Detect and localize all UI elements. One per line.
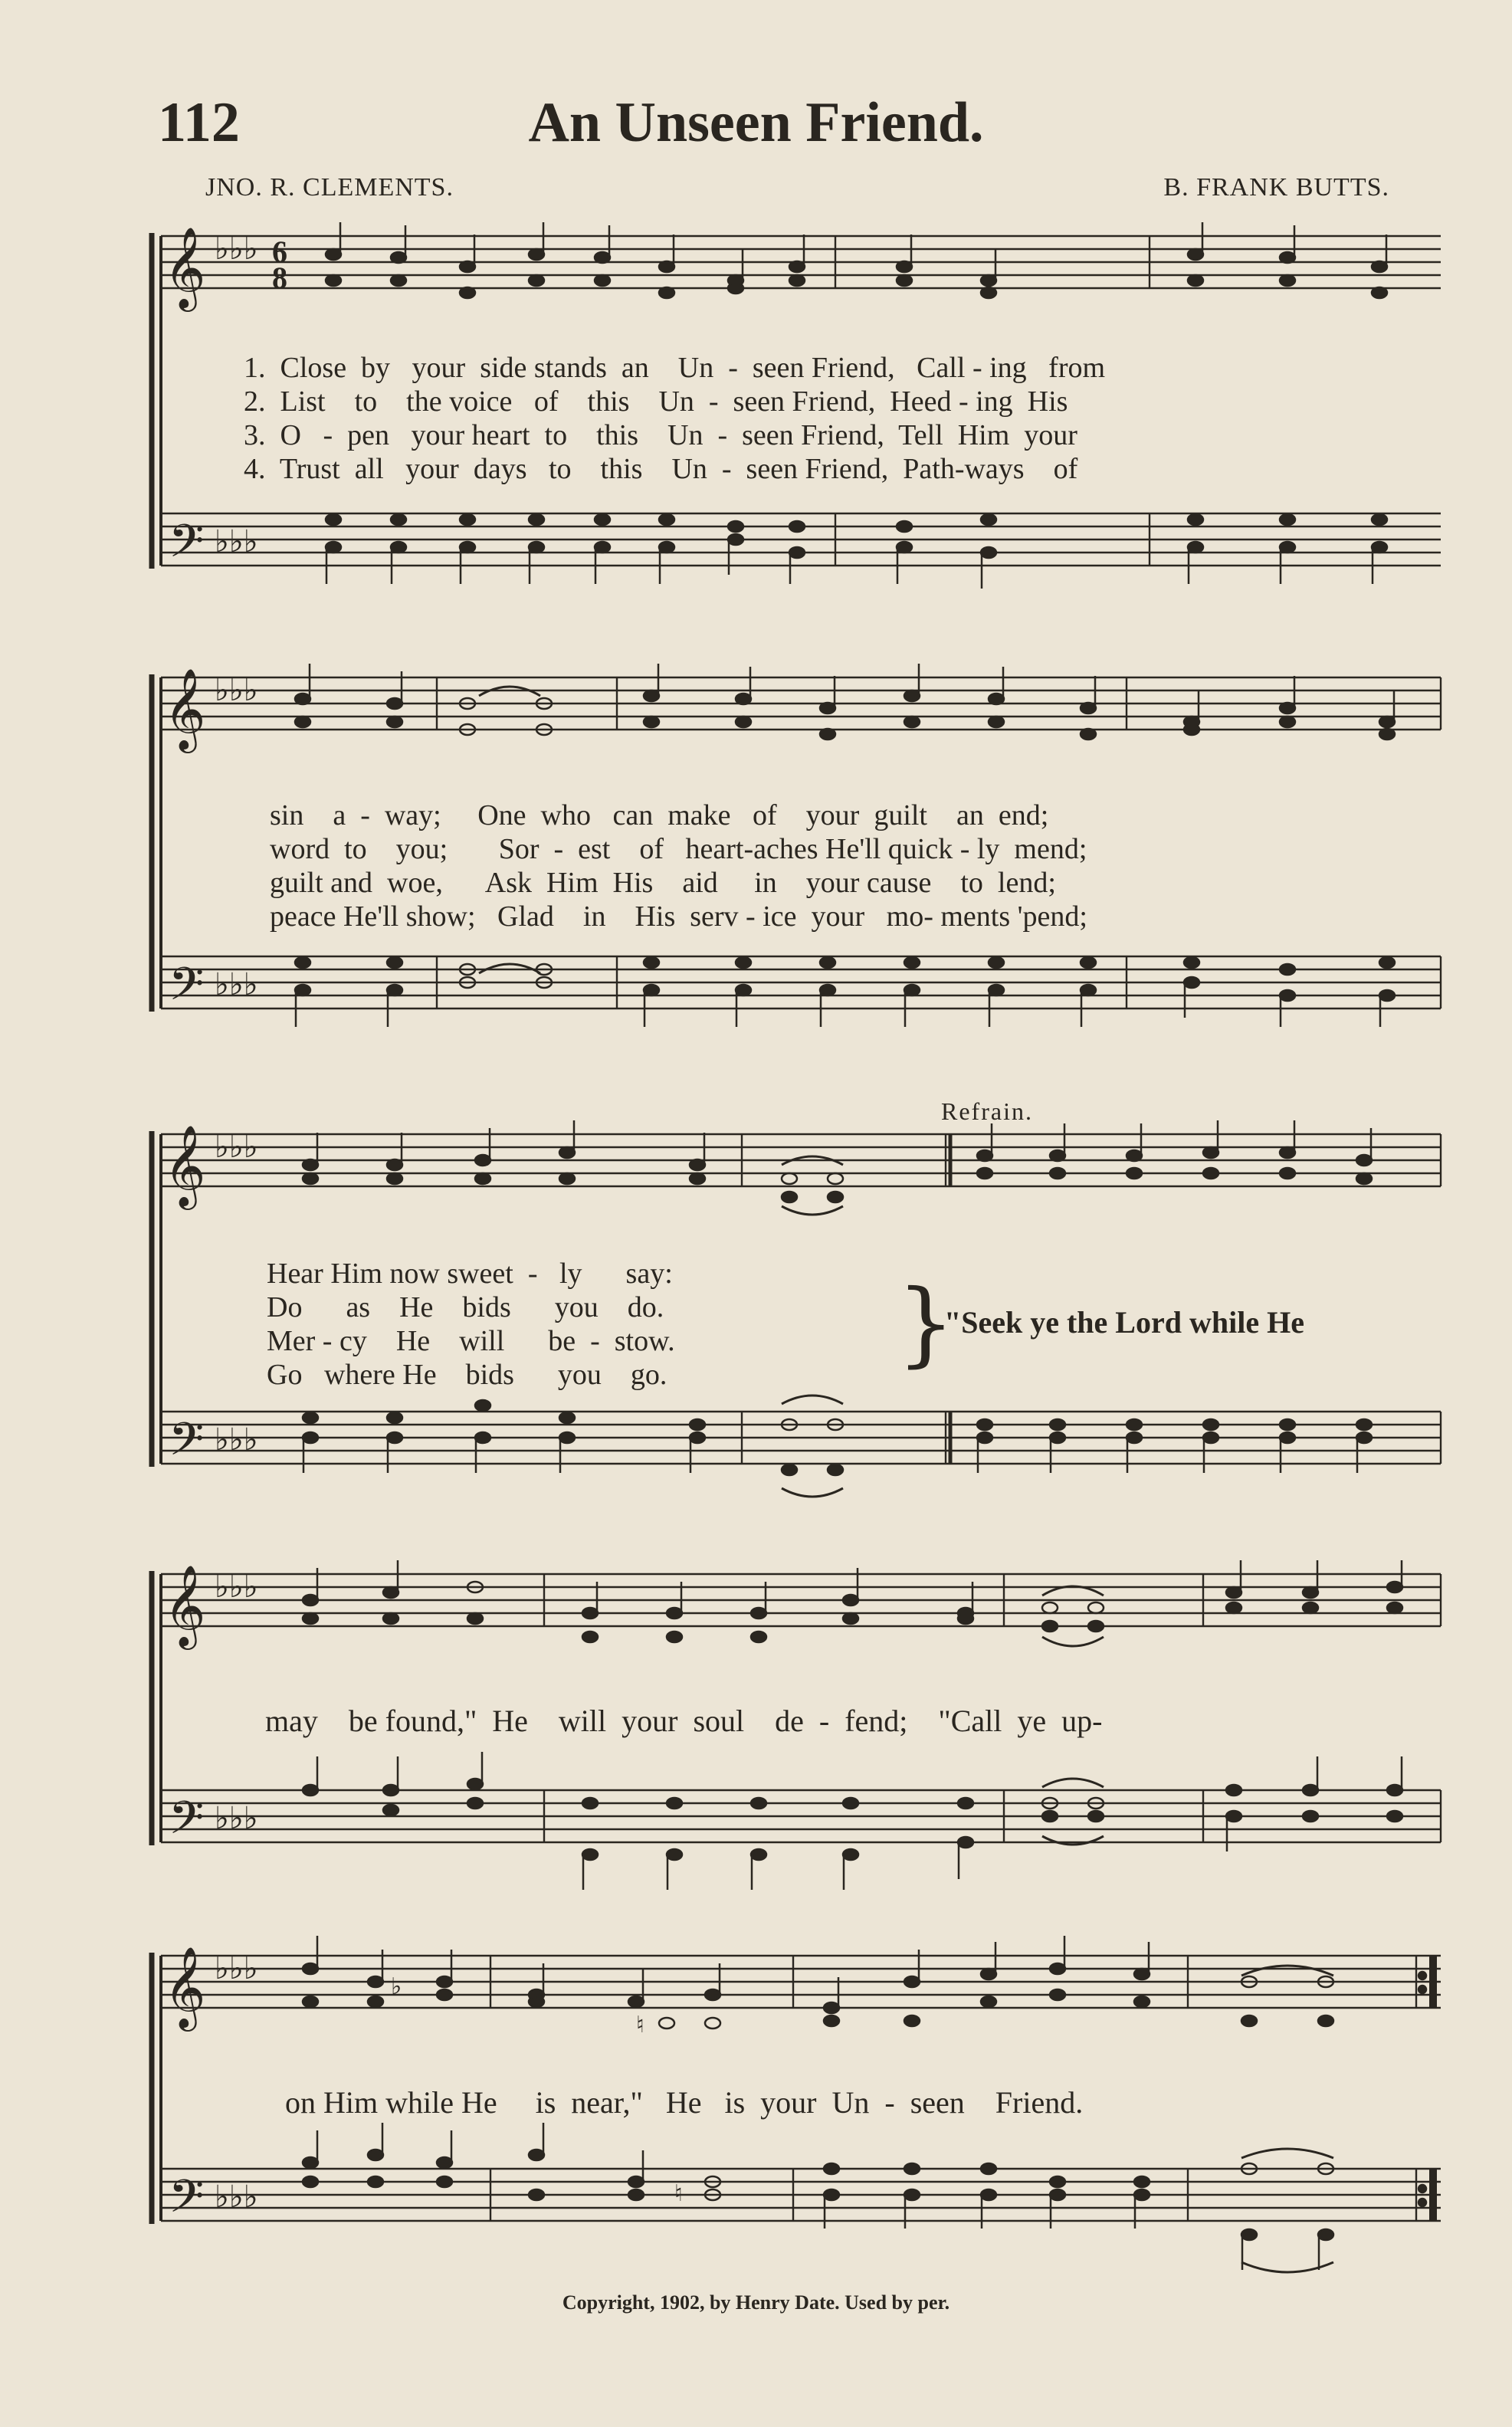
time-sig-bottom: 8: [272, 261, 287, 295]
copyright-notice: Copyright, 1902, by Henry Date. Used by per.: [562, 2291, 950, 2314]
verse-line-4b: peace He'll show; Glad in His serv - ice your mo- ments 'pend;: [270, 900, 1087, 933]
verse-line-4c: Go where He bids you go.: [267, 1359, 667, 1391]
verse-line-3b: guilt and woe, Ask Him His aid in your cause to lend;: [270, 867, 1056, 899]
svg-text:𝄢: 𝄢: [169, 957, 205, 1022]
svg-text:♭♭♭: ♭♭♭: [215, 2179, 258, 2215]
words-credit: JNO. R. CLEMENTS.: [205, 173, 454, 202]
svg-text:𝄢: 𝄢: [169, 514, 205, 579]
verse-line-2c: Do as He bids you do.: [267, 1291, 664, 1323]
refrain-line-1: "Seek ye the Lord while He: [944, 1305, 1304, 1340]
svg-text:𝄢: 𝄢: [169, 2170, 205, 2234]
hymn-number: 112: [158, 91, 240, 154]
svg-text:♭♭♭: ♭♭♭: [215, 673, 258, 708]
refrain-line-2: may be found," He will your soul de - fend; "Call ye up-: [265, 1704, 1103, 1738]
verse-line-3: 3. O - pen your heart to this Un - seen Friend, Tell Him your: [244, 419, 1077, 451]
svg-text:♭♭♭: ♭♭♭: [215, 1130, 258, 1165]
music-system-4: [138, 1560, 1456, 1959]
svg-text:♭♭♭: ♭♭♭: [215, 967, 258, 1002]
hymn-title: An Unseen Friend.: [528, 91, 984, 154]
svg-text:𝄞: 𝄞: [164, 1564, 206, 1646]
verse-line-2: 2. List to the voice of this Un - seen Friend, Heed - ing His: [244, 385, 1068, 418]
verse-line-1b: sin a - way; One who can make of your guilt an end;: [270, 799, 1049, 831]
svg-text:𝄞: 𝄞: [164, 226, 206, 308]
svg-text:𝄞: 𝄞: [164, 667, 206, 749]
svg-text:𝄢: 𝄢: [169, 1412, 205, 1477]
refrain-line-3: on Him while He is near," He is your Un - seen Friend.: [285, 2085, 1084, 2120]
svg-text:♮: ♮: [636, 2012, 644, 2038]
svg-text:♭♭♭: ♭♭♭: [215, 231, 258, 267]
verse-line-3c: Mer - cy He will be - stow.: [267, 1325, 675, 1357]
svg-text:♮: ♮: [674, 2180, 683, 2207]
svg-text:♭♭♭: ♭♭♭: [215, 1569, 258, 1605]
svg-text:♭♭♭: ♭♭♭: [215, 1801, 258, 1836]
svg-text:𝄢: 𝄢: [169, 1791, 205, 1855]
verse-line-2b: word to you; Sor - est of heart-aches He'll quick - ly mend;: [270, 833, 1087, 865]
svg-text:♭: ♭: [391, 1973, 402, 2000]
time-sig-top: 6: [272, 235, 287, 269]
svg-text:♭♭♭: ♭♭♭: [215, 524, 258, 559]
svg-text:𝄞: 𝄞: [164, 1124, 206, 1206]
verse-line-4: 4. Trust all your days to this Un - seen Friend, Path-ways of: [244, 453, 1078, 485]
refrain-label: Refrain.: [941, 1097, 1033, 1125]
svg-text:𝄞: 𝄞: [164, 1946, 206, 2028]
verse-line-1c: Hear Him now sweet - ly say:: [267, 1258, 673, 1290]
verse-brace: }: [897, 1271, 956, 1377]
verse-line-1: 1. Close by your side stands an Un - seen Friend, Call - ing from: [244, 352, 1106, 384]
svg-text:♭♭♭: ♭♭♭: [215, 1951, 258, 1986]
svg-text:♭♭♭: ♭♭♭: [215, 1422, 258, 1458]
music-credit: B. FRANK BUTTS.: [1163, 173, 1389, 202]
